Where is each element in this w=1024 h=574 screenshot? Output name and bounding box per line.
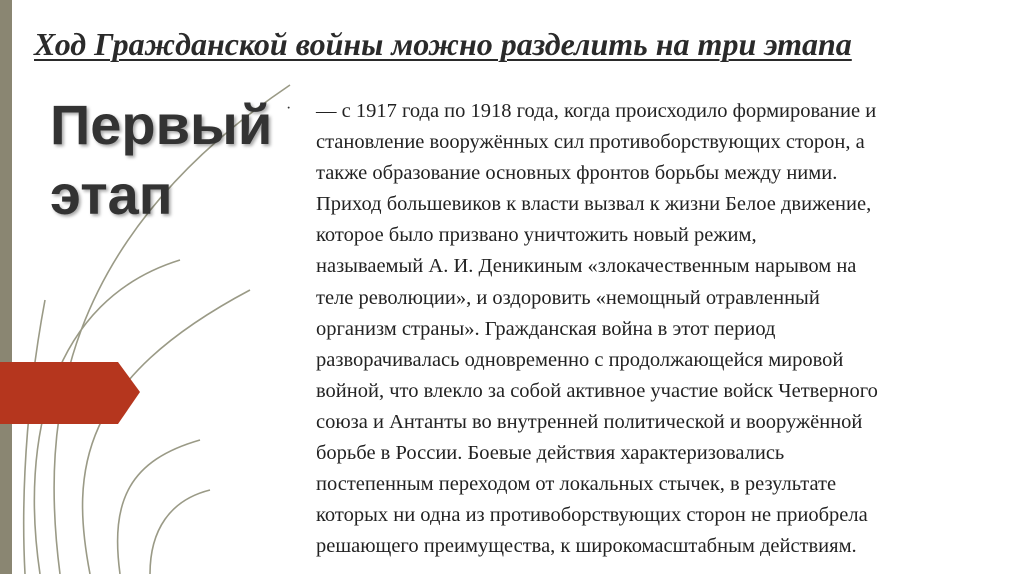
stage-heading	[50, 90, 272, 230]
decor-curve-3	[83, 290, 250, 574]
slide-title: Ход Гражданской войны можно разделить на три этапа	[34, 26, 852, 62]
decor-curve-6	[150, 490, 210, 574]
decor-curve-5	[24, 300, 45, 574]
body-line: разворачивалась одновременно с продолжающейся мировой	[316, 348, 844, 371]
body-line: решающего преимущества, к широкомасштабным действиям.	[316, 535, 857, 558]
body-line: становление вооружённых сил противоборствующих сторон, а	[316, 131, 865, 154]
body-line: называемый А. И. Деникиным «злокачественным нарывом на	[316, 255, 857, 278]
body-line: которое было призвано уничтожить новый режим,	[316, 224, 757, 247]
body-line: войной, что влекло за собой активное участие войск Четверного	[316, 379, 878, 402]
stage-heading-line-1: Первый	[50, 93, 273, 156]
body-line: которых ни одна из противоборствующих сторон не приобрела	[316, 504, 868, 527]
decorative-curves	[0, 0, 300, 574]
body-line: постепенным переходом от локальных стычек, в результате	[316, 473, 837, 496]
arrow-pointer-icon	[0, 362, 140, 424]
decor-curve-4	[118, 440, 200, 574]
body-line: борьбе в России. Боевые действия характеризовались	[316, 442, 785, 465]
bullet-dot: ·	[286, 100, 292, 117]
body-line: также образование основных фронтов борьбы между ними.	[316, 162, 838, 185]
body-line: — с 1917 года по 1918 года, когда происходило формирование и	[316, 100, 877, 122]
stage-heading-line-2: этап	[50, 163, 173, 226]
body-line: организм страны». Гражданская война в этот период	[316, 317, 776, 340]
body-line: теле революции», и оздоровить «немощный отравленный	[316, 286, 820, 309]
body-line: союза и Антанты во внутренней политической и вооружённой	[316, 410, 863, 433]
body-line: Приход большевиков к власти вызвал к жизни Белое движение,	[316, 193, 872, 216]
body-paragraph	[316, 96, 1006, 562]
